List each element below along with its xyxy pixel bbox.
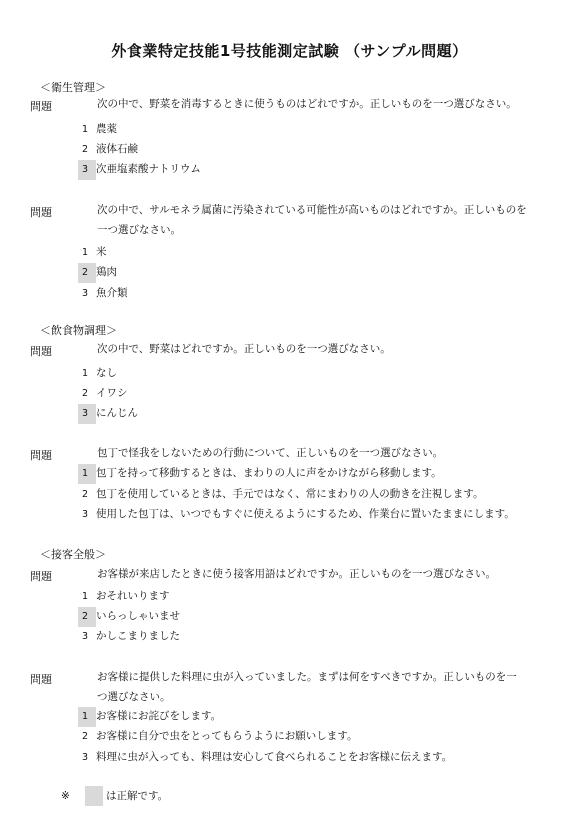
option-number: 1 (82, 591, 89, 602)
option-item (78, 139, 138, 159)
correct-swatch (85, 786, 103, 806)
option-text: いらっしゃいませ (96, 610, 180, 622)
question-label: 問題 (30, 570, 52, 583)
question-text: 包丁で怪我をしないための行動について、正しいものを一つ選びなさい。 (97, 447, 444, 459)
question-text: 次の中で、サルモネラ属菌に汚染されている可能性が高いものはどれですか。正しいものを一つ選びなさい。 (97, 204, 527, 236)
option-item-correct (78, 262, 117, 282)
question-text: 次の中で、野菜はどれですか。正しいものを一つ選びなさい。 (97, 343, 391, 355)
note-mark: ※ (61, 790, 70, 802)
option-item-correct (78, 606, 180, 626)
option-text: お客様に自分で虫をとってもらうようにお願いします。 (96, 730, 358, 742)
option-text: 農薬 (96, 123, 117, 135)
option-number: 2 (82, 144, 89, 155)
option-number: 1 (82, 368, 89, 379)
option-number: 1 (78, 464, 96, 484)
option-number: 3 (78, 404, 96, 424)
option-item (78, 383, 128, 403)
option-text: にんじん (96, 407, 138, 419)
option-number: 3 (82, 631, 89, 642)
option-text: おそれいります (96, 590, 170, 602)
option-item (78, 504, 515, 524)
option-item (78, 283, 128, 303)
question-label: 問題 (30, 206, 52, 219)
question-text: 次の中で、野菜を消毒するときに使うものはどれですか。正しいものを一つ選びなさい。 (97, 98, 517, 110)
option-number: 3 (78, 160, 96, 180)
option-item-correct (78, 463, 442, 483)
answer-note (61, 786, 168, 806)
option-number: 1 (82, 247, 89, 258)
question-label: 問題 (30, 345, 52, 358)
question-label: 問題 (30, 673, 52, 686)
option-number: 3 (82, 509, 89, 520)
option-item (78, 726, 357, 746)
option-text: 料理に虫が入っても、料理は安心して食べられることをお客様に伝えます。 (96, 751, 453, 763)
option-item (78, 626, 180, 646)
option-number: 2 (82, 731, 89, 742)
option-number: 1 (78, 707, 96, 727)
option-text: 魚介類 (96, 287, 128, 299)
option-text: イワシ (96, 387, 128, 399)
option-text: なし (96, 367, 117, 379)
option-number: 2 (78, 263, 96, 283)
page-title: 外食業特定技能1号技能測定試験 （サンプル問題） (111, 42, 468, 60)
option-item (78, 747, 452, 767)
option-item-correct (78, 159, 201, 179)
option-text: お客様にお詫びをします。 (96, 710, 222, 722)
question-label: 問題 (30, 100, 52, 113)
option-number: 2 (82, 388, 89, 399)
option-item (78, 119, 117, 139)
option-item (78, 484, 483, 504)
section-heading-service: ＜接客全般＞ (40, 548, 106, 561)
option-number: 3 (82, 288, 89, 299)
question-text: お客様に提供した料理に虫が入っていました。まずは何をすべきですか。正しいものを一つ選びなさい。 (97, 671, 517, 703)
option-number: 2 (78, 607, 96, 627)
option-item (78, 363, 117, 383)
option-text: 鶏肉 (96, 266, 117, 278)
question-text: お客様が来店したときに使う接客用語はどれですか。正しいものを一つ選びなさい。 (97, 568, 496, 580)
option-number: 2 (82, 489, 89, 500)
option-item (78, 586, 170, 606)
option-item (78, 242, 107, 262)
question-label: 問題 (30, 449, 52, 462)
option-text: 米 (96, 246, 107, 258)
option-text: 次亜塩素酸ナトリウム (96, 163, 201, 175)
option-text: 包丁を使用しているときは、手元ではなく、常にまわりの人の動きを注視します。 (96, 488, 484, 500)
option-text: 液体石鹸 (96, 143, 138, 155)
option-number: 3 (82, 752, 89, 763)
option-number: 1 (82, 124, 89, 135)
option-text: 包丁を持って移動するときは、まわりの人に声をかけながら移動します。 (96, 467, 442, 479)
section-heading-hygiene: ＜衛生管理＞ (40, 81, 106, 94)
section-heading-cooking: ＜飲食物調理＞ (40, 324, 117, 337)
option-item-correct (78, 706, 221, 726)
option-text: かしこまりました (96, 630, 180, 642)
option-item-correct (78, 403, 138, 423)
note-text: は正解です。 (106, 790, 169, 802)
option-text: 使用した包丁は、いつでもすぐに使えるようにするため、作業台に置いたままにします。 (96, 508, 515, 520)
